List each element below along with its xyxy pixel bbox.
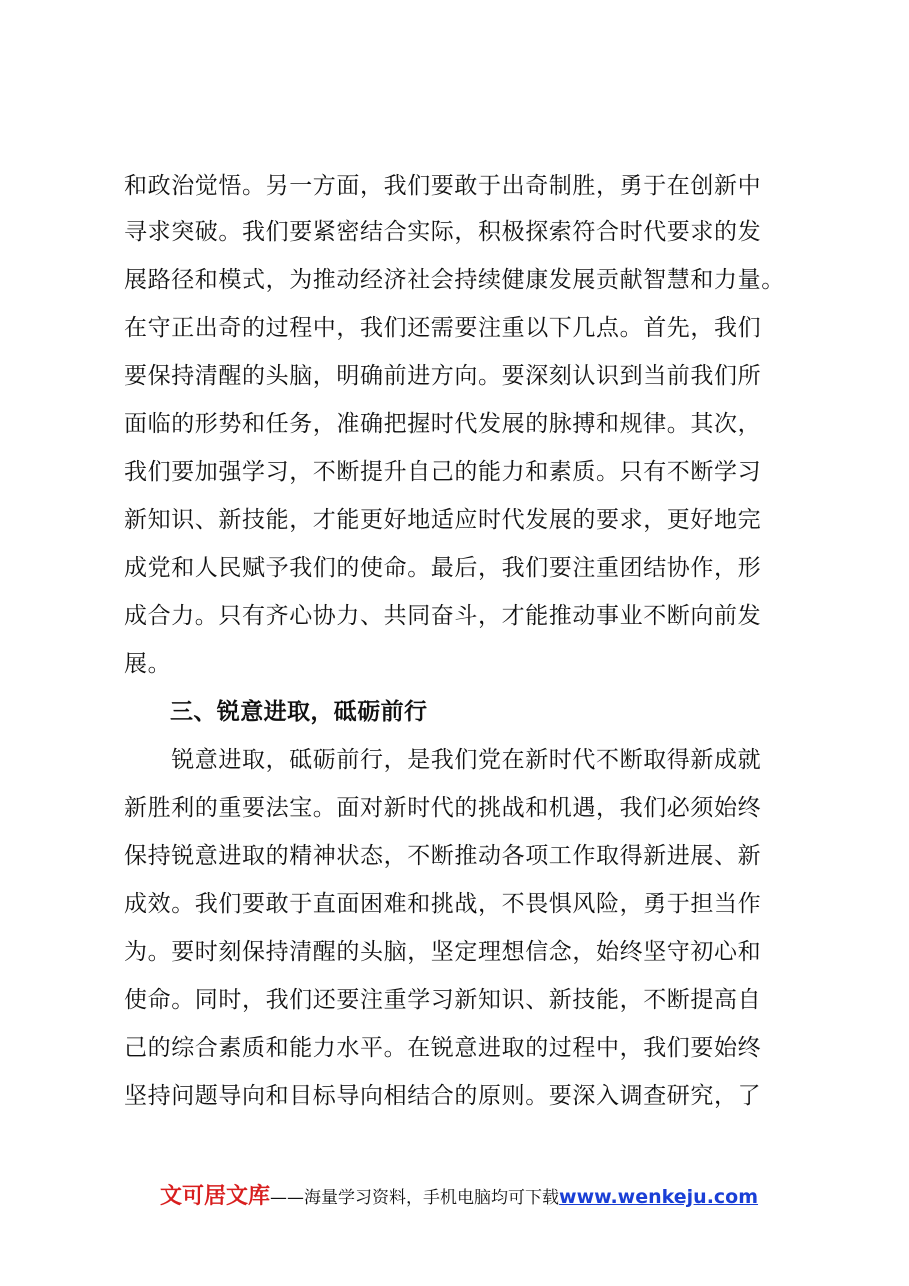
text-line: 保持锐意进取的精神状态，不断推动各项工作取得新进展、新 [124,843,762,869]
footer-tagline: ——海量学习资料，手机电脑均可下载 [270,1188,560,1208]
text-line: 为。要时刻保持清醒的头脑，坚定理想信念，始终坚守初心和 [124,939,762,965]
text-line: 我们要加强学习，不断提升自己的能力和素质。只有不断学习 [124,459,762,485]
document-body [124,164,814,1120]
text-line: 展路径和模式，为推动经济社会持续健康发展贡献智慧和力量。 [124,267,785,293]
text-line: 新胜利的重要法宝。面对新时代的挑战和机遇，我们必须始终 [124,795,762,821]
text-line: 锐意进取，砥砺前行，是我们党在新时代不断取得新成就 [124,747,762,773]
text-line: 在守正出奇的过程中，我们还需要注重以下几点。首先，我们 [124,315,762,341]
text-line: 成党和人民赋予我们的使命。最后，我们要注重团结协作，形 [124,555,762,581]
section-heading: 三、锐意进取，砥砺前行 [170,699,428,725]
footer-url-link[interactable]: www.wenkeju.com [559,1186,759,1208]
text-line: 展。 [124,651,172,677]
text-line: 寻求突破。我们要紧密结合实际，积极探索符合时代要求的发 [124,219,762,245]
text-line: 和政治觉悟。另一方面，我们要敢于出奇制胜，勇于在创新中 [124,173,762,199]
footer-banner [160,1182,758,1212]
text-line: 新知识、新技能，才能更好地适应时代发展的要求，更好地完 [124,507,762,533]
text-line: 使命。同时，我们还要注重学习新知识、新技能，不断提高自 [124,987,762,1013]
text-line: 要保持清醒的头脑，明确前进方向。要深刻认识到当前我们所 [124,363,762,389]
text-line: 成效。我们要敢于直面困难和挑战，不畏惧风险，勇于担当作 [124,891,762,917]
text-line: 坚持问题导向和目标导向相结合的原则。要深入调查研究，了 [124,1083,762,1109]
text-line: 面临的形势和任务，准确把握时代发展的脉搏和规律。其次， [124,411,762,437]
text-line: 成合力。只有齐心协力、共同奋斗，才能推动事业不断向前发 [124,603,762,629]
text-line: 己的综合素质和能力水平。在锐意进取的过程中，我们要始终 [124,1035,762,1061]
footer-brand: 文可居文库 [160,1184,271,1209]
